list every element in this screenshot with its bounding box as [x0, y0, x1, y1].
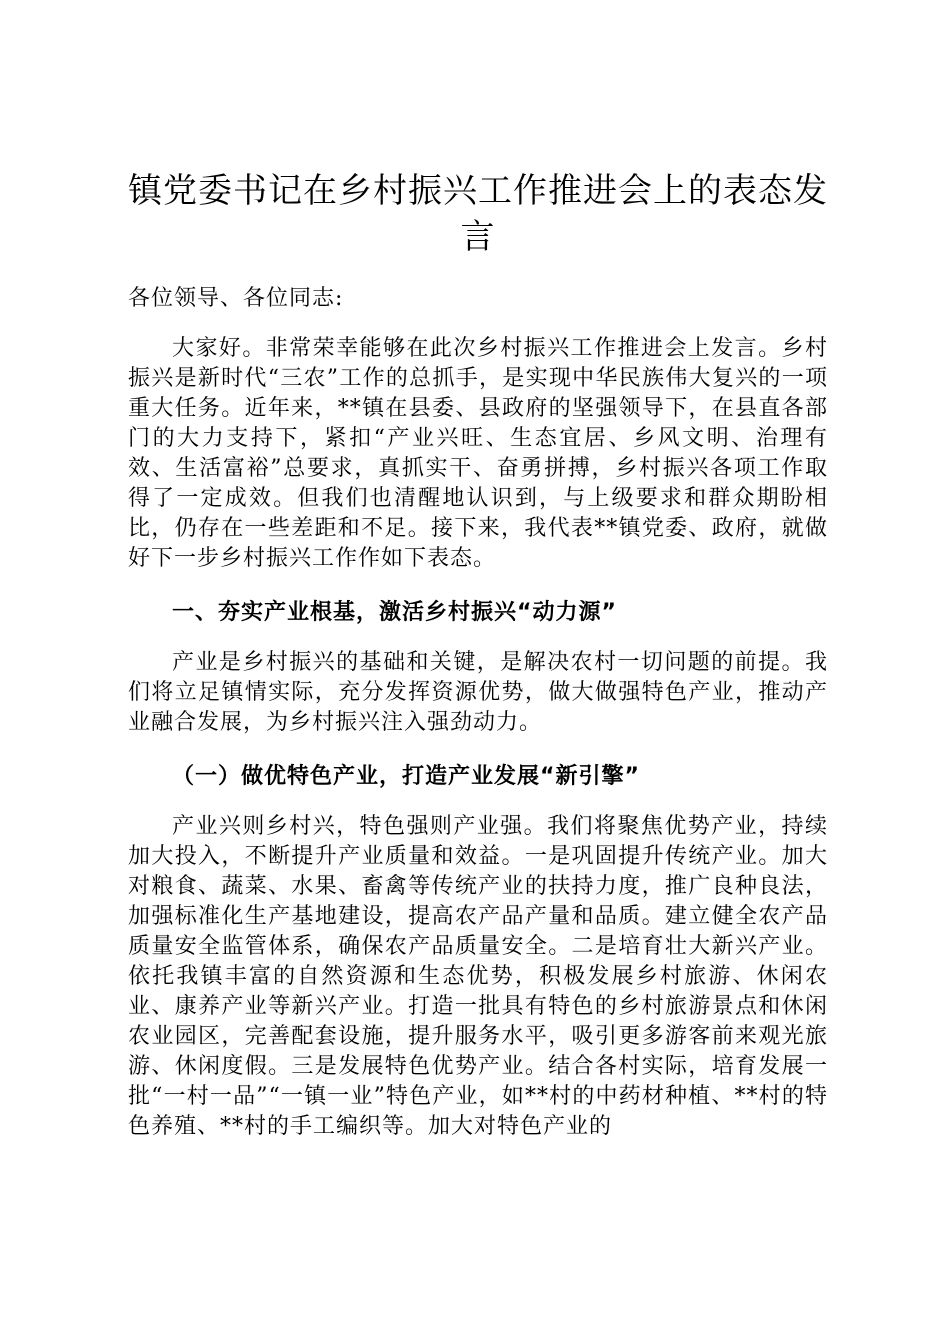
intro-paragraph: 大家好。非常荣幸能够在此次乡村振兴工作推进会上发言。乡村振兴是新时代“三农”工作的总抓手，是实现中华民族伟大复兴的一项重大任务。近年来，**镇在县委、县政府的坚强领导下，在县直各部门的大力支持下，紧扣“产业兴旺、生态宜居、乡风文明、治理有效、生活富裕”总要求，真抓实干、奋勇拼搏，乡村振兴各项工作取得了一定成效。但我们也清醒地认识到，与上级要求和群众期盼相比，仍存在一些差距和不足。接下来，我代表**镇党委、政府，就做好下一步乡村振兴工作作如下表态。: [128, 336, 828, 571]
subsection-1-paragraph: 产业兴则乡村兴，特色强则产业强。我们将聚焦优势产业，持续加大投入，不断提升产业质量和效益。一是巩固提升传统产业。加大对粮食、蔬菜、水果、畜禽等传统产业的扶持力度，推广良种良法，加强标准化生产基地建设，提高农产品产量和品质。建立健全农产品质量安全监管体系，确保农产品质量安全。二是培育壮大新兴产业。依托我镇丰富的自然资源和生态优势，积极发展乡村旅游、休闲农业、康养产业等新兴产业。打造一批具有特色的乡村旅游景点和休闲农业园区，完善配套设施，提升服务水平，吸引更多游客前来观光旅游、休闲度假。三是发展特色优势产业。结合各村实际，培育发展一批“一村一品”“一镇一业”特色产业，如**村的中药材种植、**村的特色养殖、**村的手工编织等。加大对特色产业的: [128, 814, 828, 1139]
salutation: 各位领导、各位同志:: [128, 286, 344, 311]
document-body: [128, 168, 828, 1142]
section-heading-1: 一、夯实产业根基，激活乡村振兴“动力源”: [172, 600, 617, 625]
document-title: 镇党委书记在乡村振兴工作推进会上的表态发言: [128, 171, 828, 257]
section-1-paragraph: 产业是乡村振兴的基础和关键，是解决农村一切问题的前提。我们将立足镇情实际，充分发挥资源优势，做大做强特色产业，推动产业融合发展，为乡村振兴注入强劲动力。: [128, 650, 828, 735]
subsection-heading-1: （一）做优特色产业，打造产业发展“新引擎”: [172, 764, 640, 789]
